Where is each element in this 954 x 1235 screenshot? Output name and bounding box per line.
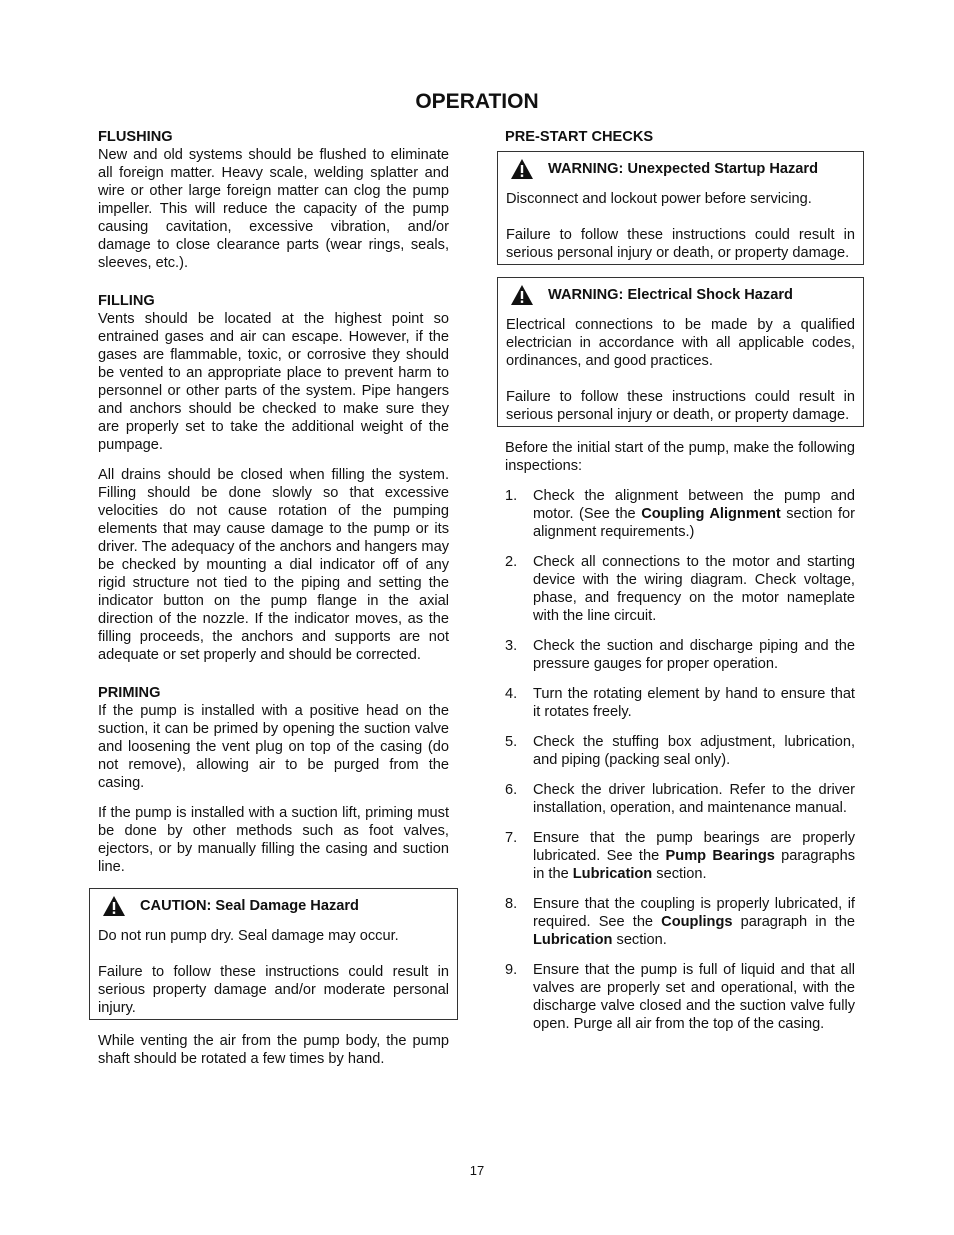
caution-text-2: Failure to follow these instructions could result in serious property damage and/or moderate personal injury.: [98, 964, 449, 1016]
list-item: 4. Turn the rotating element by hand to ensure that it rotates freely.: [505, 686, 855, 720]
warning-startup-text-2: Failure to follow these instructions could result in serious personal injury or death, or property damage.: [506, 227, 855, 261]
list-item: 5. Check the stuffing box adjustment, lubrication, and piping (packing seal only).: [505, 734, 855, 768]
priming-text-2: If the pump is installed with a suction lift, priming must be done by other methods such as foot valves, ejectors, or by manually filling the casing and suction line.: [98, 805, 449, 875]
prestart-heading: PRE-START CHECKS: [505, 129, 654, 145]
warning-triangle-icon: [510, 284, 534, 306]
warning-startup-text-1: Disconnect and lockout power before servicing.: [506, 191, 812, 207]
warning-startup-box: [497, 151, 864, 265]
caution-heading: CAUTION: Seal Damage Hazard: [140, 898, 359, 914]
warning-shock-text-2: Failure to follow these instructions could result in serious personal injury or death, or property damage.: [506, 389, 855, 423]
caution-text-1: Do not run pump dry. Seal damage may occur.: [98, 928, 399, 944]
right-column: [497, 128, 863, 1045]
checks-list: [505, 487, 855, 1033]
flushing-text: New and old systems should be flushed to eliminate all foreign matter. Heavy scale, welding splatter and wire or other large foreign matter can clog the pump impeller. This will reduce the capacity of the pump causing cavitation, excessive vibration, and/or damage to close clearance parts (wear rings, seals, sleeves, etc.).: [98, 147, 449, 271]
filling-text-1: Vents should be located at the highest point so entrained gases and air can escape. However, if the gases are flammable, toxic, or corrosive they should be vented to an appropriate place to prevent harm to personnel or other parts of the system. Pipe hangers and anchors should be checked to make sure they are properly set to take the additional weight of the pumpage.: [98, 311, 449, 453]
warning-shock-heading: WARNING: Electrical Shock Hazard: [548, 287, 793, 303]
warning-startup-heading: WARNING: Unexpected Startup Hazard: [548, 161, 819, 177]
list-item: 2. Check all connections to the motor and starting device with the wiring diagram. Check voltage, phase, and frequency on the motor nameplate with the line circuit.: [505, 554, 855, 624]
warning-triangle-icon: [510, 158, 534, 180]
venting-text: While venting the air from the pump body, the pump shaft should be rotated a few times by hand.: [98, 1033, 449, 1067]
list-item: 8. Ensure that the coupling is properly lubricated, if required. See the Couplings paragraph in the Lubrication section.: [505, 896, 855, 948]
caution-box: [89, 888, 458, 1020]
warning-triangle-icon: [102, 895, 126, 917]
list-item: 1. Check the alignment between the pump and motor. (See the Coupling Alignment section for alignment requirements.): [505, 488, 855, 540]
prestart-intro: Before the initial start of the pump, make the following inspections:: [505, 440, 855, 474]
list-item: 3. Check the suction and discharge piping and the pressure gauges for proper operation.: [505, 638, 855, 672]
warning-shock-box: [497, 277, 864, 427]
page-number: 17: [469, 1163, 485, 1178]
filling-text-2: All drains should be closed when filling the system. Filling should be done slowly so that excessive velocities do not cause rotation of the pumping elements that may cause damage to the pump or its driver. The adequacy of the anchors and hangers may be checked by mounting a dial indicator off of any rigid structure not tied to the piping and setting the indicator button on the pump flange in the axial direction of the nozzle. If the indicator moves, as the filling proceeds, the anchors and supports are not adequate or set properly and should be corrected.: [98, 467, 449, 663]
priming-heading: PRIMING: [98, 685, 161, 701]
left-column: [98, 128, 449, 1068]
page-title: OPERATION: [415, 90, 539, 113]
list-item: 9. Ensure that the pump is full of liquid and that all valves are properly set and operational, with the discharge valve closed and the suction valve fully open. Purge all air from the top of the casing.: [505, 962, 855, 1032]
filling-heading: FILLING: [98, 293, 155, 309]
priming-text-1: If the pump is installed with a positive head on the suction, it can be primed by opening the suction valve and loosening the vent plug on top of the casing (do not remove), allowing air to be purged from the casing.: [98, 703, 449, 791]
list-item: 6. Check the driver lubrication. Refer to the driver installation, operation, and maintenance manual.: [505, 782, 855, 816]
list-item: 7. Ensure that the pump bearings are properly lubricated. See the Pump Bearings paragraphs in the Lubrication section.: [505, 830, 856, 882]
flushing-heading: FLUSHING: [98, 129, 173, 145]
warning-shock-text-1: Electrical connections to be made by a qualified electrician in accordance with all applicable codes, ordinances, and good practices.: [506, 317, 855, 369]
